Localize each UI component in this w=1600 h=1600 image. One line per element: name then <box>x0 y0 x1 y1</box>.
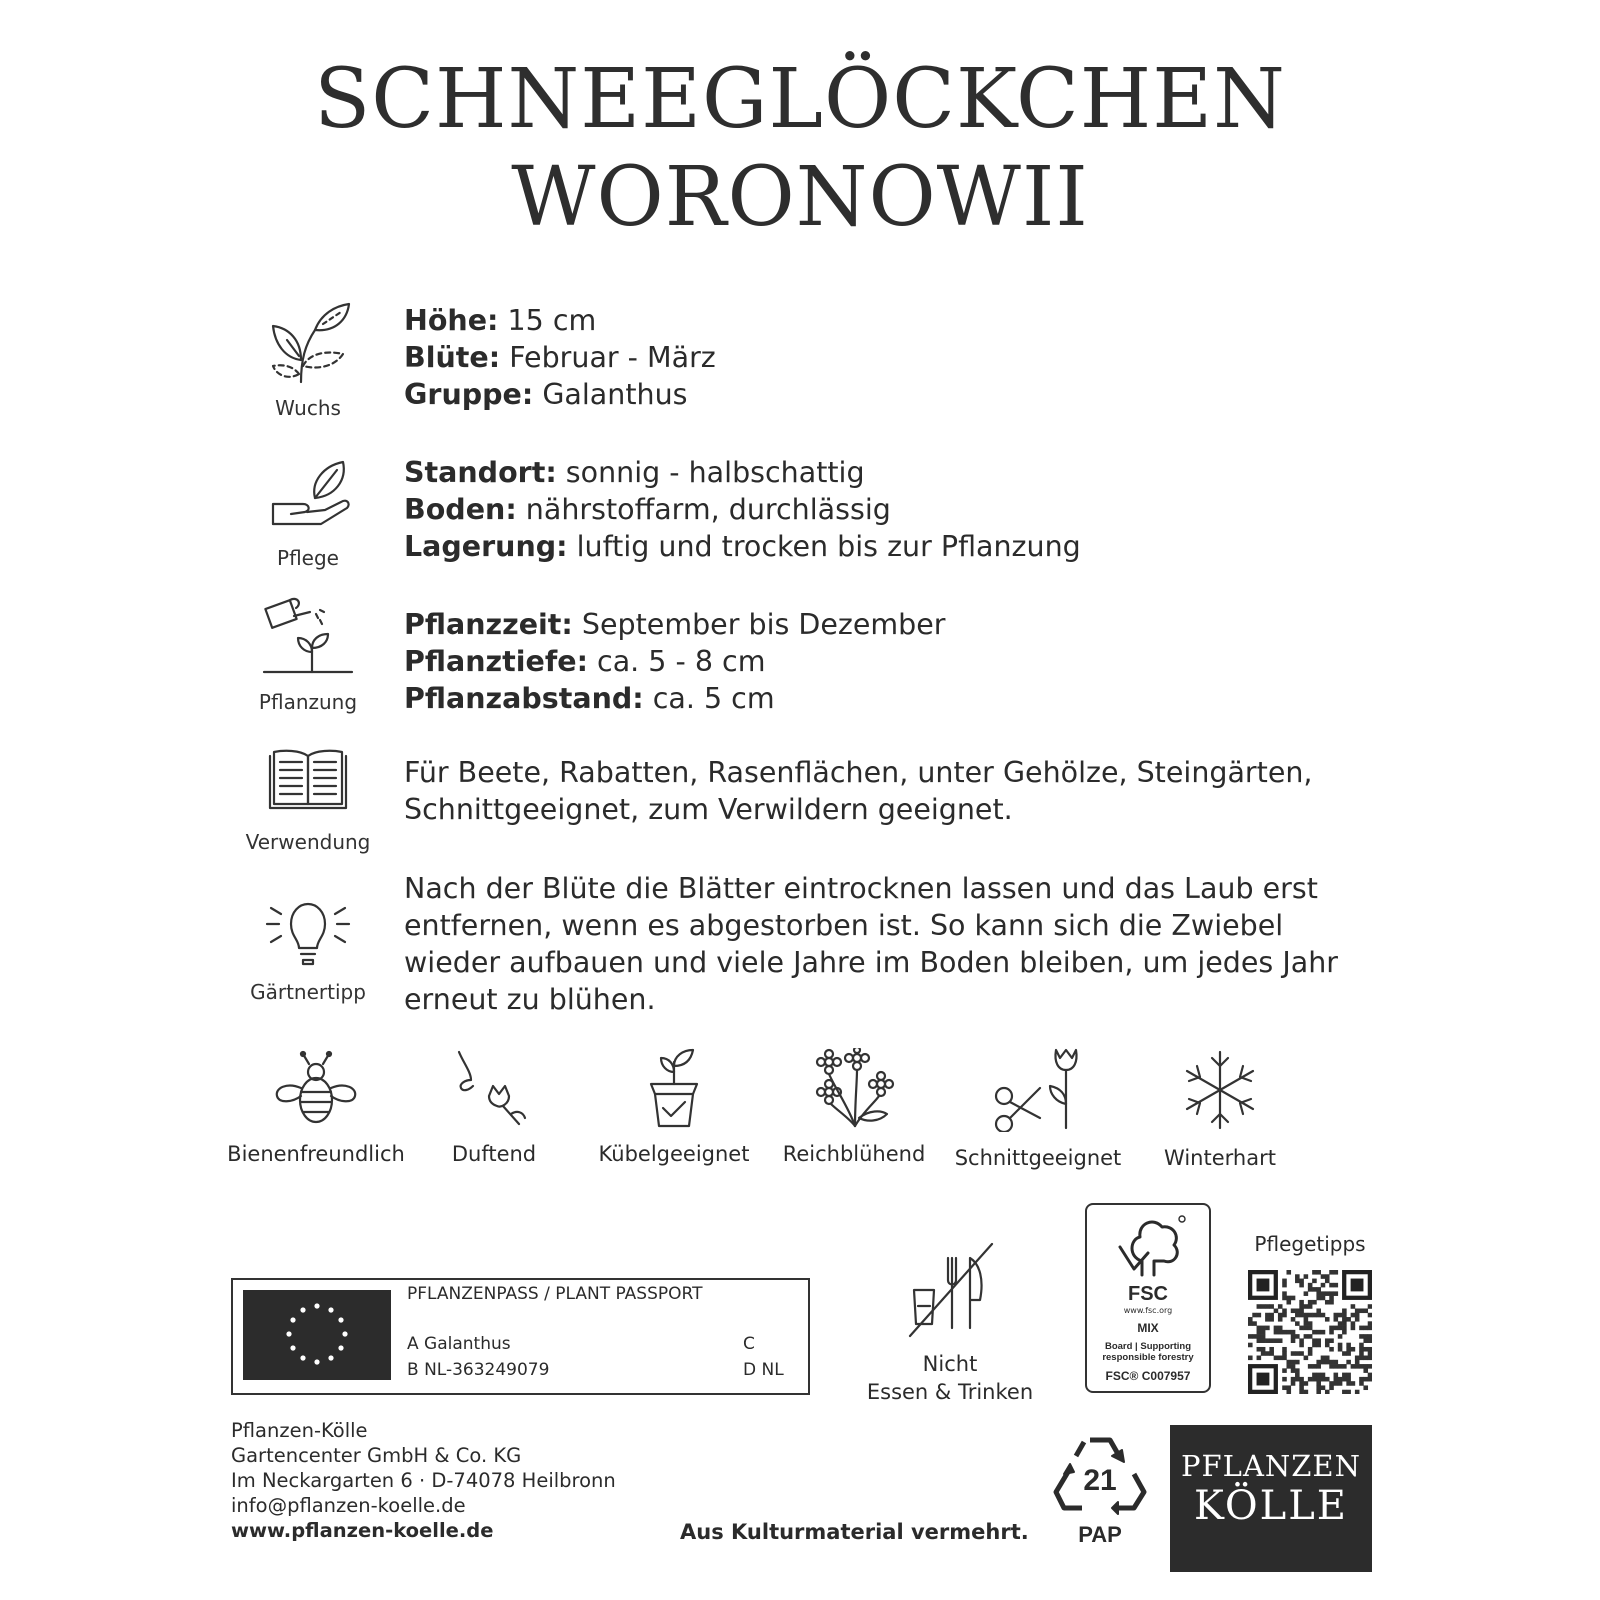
qr-label: Pflegetipps <box>1254 1232 1366 1256</box>
plant-passport <box>231 1278 810 1395</box>
info-value: luftig und trocken bis zur Pflanzung <box>576 530 1081 563</box>
feature-reichbluehend <box>764 1048 944 1166</box>
info-key: Standort: <box>404 456 557 489</box>
info-value: ca. 5 - 8 cm <box>597 645 766 678</box>
section-label: Pflanzung <box>258 690 358 714</box>
info-key: Gruppe: <box>404 378 534 411</box>
brand-line-1: PFLANZEN <box>1181 1449 1361 1483</box>
feature-label: Winterhart <box>1164 1146 1276 1170</box>
info-line <box>404 606 1364 643</box>
qr-code[interactable] <box>1248 1270 1372 1394</box>
text-line: Für Beete, Rabatten, Rasenflächen, unter Gehölze, Steingärten, <box>404 756 1313 789</box>
section-text <box>404 454 1364 565</box>
feature-label: Schnittgeeignet <box>954 1146 1122 1170</box>
feature-duftend <box>404 1048 584 1166</box>
fsc-code: FSC® C007957 <box>1105 1369 1191 1383</box>
gaertnertipp-icon-group <box>238 898 378 1004</box>
section-label: Gärtnertipp <box>250 980 366 1004</box>
pflanzung-icon-group <box>238 594 378 714</box>
feature-label: Kübelgeeignet <box>598 1142 750 1166</box>
section-text <box>404 754 1364 828</box>
open-book-icon <box>266 748 350 814</box>
fsc-board-line-1: Board | Supporting <box>1104 1341 1192 1352</box>
info-line <box>404 454 1364 491</box>
not-edible-notice <box>860 1240 1040 1406</box>
passport-field-a: A Galanthus <box>407 1334 511 1354</box>
info-value: sonnig - halbschattig <box>565 456 865 489</box>
bee-icon <box>271 1048 361 1128</box>
info-key: Höhe: <box>404 304 499 337</box>
info-value: September bis Dezember <box>581 608 946 641</box>
info-line <box>404 643 1364 680</box>
origin-note: Aus Kulturmaterial vermehrt. <box>680 1520 1029 1544</box>
eu-flag-icon <box>243 1290 391 1380</box>
page-title-line-1: SCHNEEGLÖCKCHEN <box>314 52 1286 147</box>
recycling-mark <box>1050 1430 1150 1548</box>
flowers-icon <box>809 1048 899 1128</box>
feature-label: Reichblühend <box>782 1142 926 1166</box>
info-key: Boden: <box>404 493 517 526</box>
address-line: Gartencenter GmbH & Co. KG <box>231 1444 522 1467</box>
info-value: 15 cm <box>507 304 597 337</box>
fsc-logo <box>1085 1203 1211 1393</box>
info-line <box>404 302 1364 339</box>
recycling-code: PAP <box>1078 1522 1122 1547</box>
address-line: Im Neckargarten 6 · D-74078 Heilbronn <box>231 1469 616 1492</box>
text-line: entfernen, wenn es abgestorben ist. So kann sich die Zwiebel <box>404 909 1284 942</box>
text-line: Schnittgeeignet, zum Verwildern geeignet. <box>404 793 1013 826</box>
no-eat-drink-icon <box>900 1240 1000 1340</box>
info-line <box>404 680 1364 717</box>
info-value: ca. 5 cm <box>652 682 775 715</box>
section-text <box>404 870 1364 1018</box>
nose-flower-icon <box>449 1048 539 1128</box>
not-edible-line-1: Nicht <box>922 1352 978 1376</box>
brand-line-2: KÖLLE <box>1194 1483 1348 1529</box>
info-key: Lagerung: <box>404 530 568 563</box>
info-line <box>404 491 1364 528</box>
website-link[interactable]: www.pflanzen-koelle.de <box>231 1519 494 1542</box>
info-key: Pflanzabstand: <box>404 682 644 715</box>
fsc-mix: MIX <box>1137 1321 1159 1335</box>
potted-plant-icon <box>629 1048 719 1128</box>
feature-kuebelgeeignet <box>584 1048 764 1166</box>
info-value: Galanthus <box>542 378 688 411</box>
section-label: Wuchs <box>275 396 341 420</box>
text-line: wieder aufbauen und viele Jahre im Boden bleiben, um jedes Jahr <box>404 946 1338 979</box>
pflege-icon-group <box>238 458 378 570</box>
info-key: Pflanztiefe: <box>404 645 588 678</box>
section-label: Pflege <box>277 546 339 570</box>
feature-bienenfreundlich <box>226 1048 406 1166</box>
watering-can-icon <box>260 594 356 684</box>
passport-title: PFLANZENPASS / PLANT PASSPORT <box>407 1284 703 1304</box>
section-text <box>404 302 1364 413</box>
company-address <box>231 1418 616 1543</box>
feature-label: Bienenfreundlich <box>227 1142 405 1166</box>
feature-schnittgeeignet <box>948 1048 1128 1170</box>
passport-field-c: C <box>743 1334 755 1354</box>
section-label: Verwendung <box>245 830 371 854</box>
info-value: Februar - März <box>509 341 716 374</box>
plant-leaves-icon <box>263 300 353 390</box>
address-line: Pflanzen-Kölle <box>231 1419 368 1442</box>
fsc-website: www.fsc.org <box>1123 1306 1173 1315</box>
recycling-icon <box>1052 1430 1148 1520</box>
passport-field-b: B NL-363249079 <box>407 1360 550 1380</box>
info-key: Pflanzzeit: <box>404 608 573 641</box>
wuchs-icon-group <box>238 300 378 420</box>
section-text <box>404 606 1364 717</box>
info-line <box>404 339 1364 376</box>
info-key: Blüte: <box>404 341 501 374</box>
text-line: Nach der Blüte die Blätter eintrocknen lassen und das Laub erst <box>404 872 1318 905</box>
info-line <box>404 376 1364 413</box>
fsc-name: FSC <box>1128 1283 1168 1305</box>
light-bulb-icon <box>263 898 353 970</box>
snowflake-icon <box>1175 1048 1265 1132</box>
hand-leaf-icon <box>263 458 353 540</box>
scissors-tulip-icon <box>990 1048 1086 1132</box>
fsc-tree-icon <box>1108 1213 1188 1283</box>
text-line: erneut zu blühen. <box>404 983 656 1016</box>
passport-field-d: D NL <box>743 1360 784 1380</box>
email-link[interactable]: info@pflanzen-koelle.de <box>231 1494 466 1517</box>
recycling-number: 21 <box>1083 1464 1117 1497</box>
brand-logo <box>1170 1425 1372 1572</box>
page-title-line-2: WORONOWII <box>511 150 1089 245</box>
verwendung-icon-group <box>238 748 378 854</box>
not-edible-line-2: Essen & Trinken <box>866 1380 1034 1404</box>
feature-winterhart <box>1130 1048 1310 1170</box>
info-value: nährstoffarm, durchlässig <box>525 493 891 526</box>
fsc-board-line-2: responsible forestry <box>1102 1352 1194 1363</box>
info-line <box>404 528 1364 565</box>
feature-label: Duftend <box>451 1142 537 1166</box>
